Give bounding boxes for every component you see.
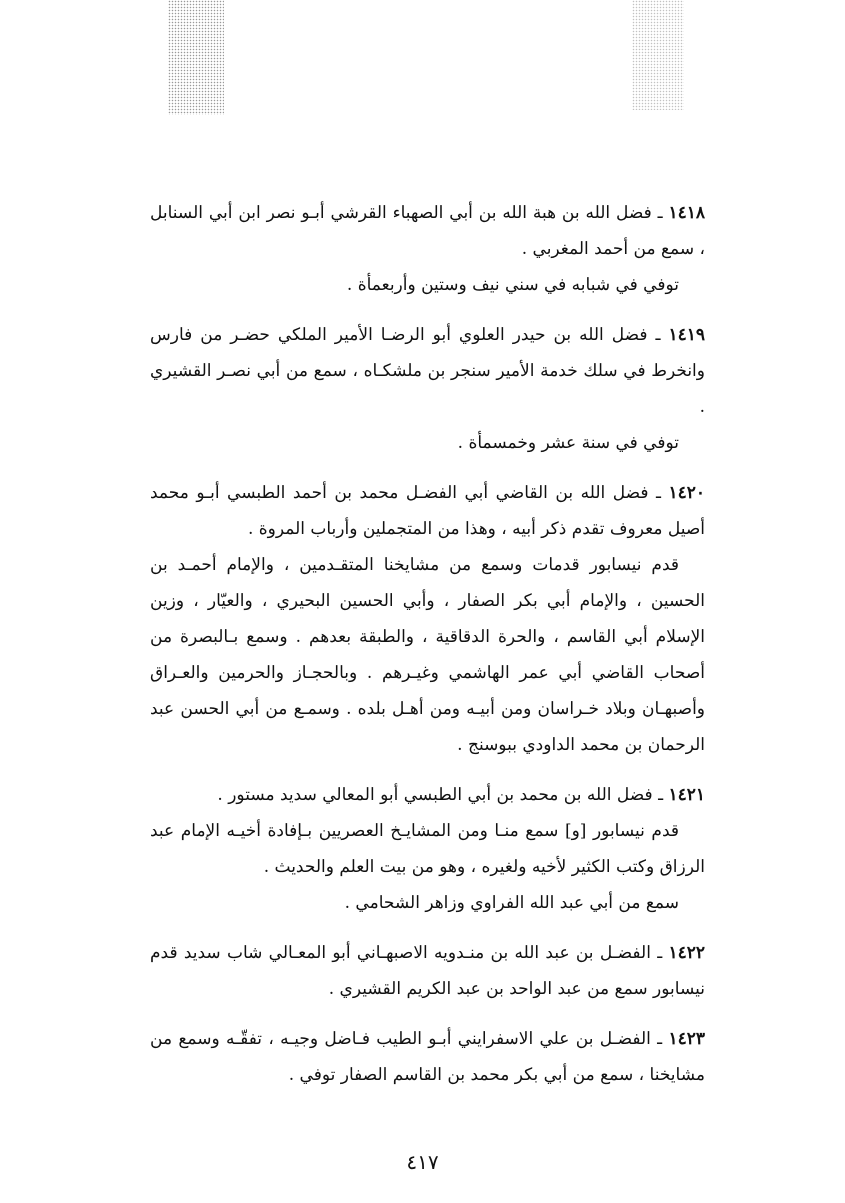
- entry-text: ـ فضل الله بن حيدر العلوي أبو الرضـا الأمير الملكي حضـر من فارس وانخرط في سلك خدمة الأمير سنجر بن ملشكـاه ، سمع من أبي نصـر القشيري .: [150, 325, 705, 417]
- entry-number: ١٤٢١: [668, 785, 705, 805]
- entry-paragraph: توفي في شبابه في سني نيف وستين وأربعمأة .: [346, 275, 679, 295]
- entry-paragraph: [150, 1021, 705, 1093]
- entry-1422: [150, 935, 705, 1007]
- entry-number: ١٤١٩: [668, 325, 705, 345]
- scan-noise-mark: [168, 0, 224, 115]
- entry-paragraph: [150, 475, 705, 547]
- entry-1419: [150, 317, 705, 461]
- entry-text: ـ فضل الله بن محمد بن أبي الطبسي أبو المعالي سديد مستور .: [217, 785, 664, 805]
- entry-text: ـ الفضـل بن علي الاسفرايني أبـو الطيب فـاضل وجيـه ، تفقّـه وسمع من مشايخنا ، سمع من أبي بكر محمد بن القاسم الصفار توفي .: [150, 1029, 705, 1085]
- entry-1418: [150, 195, 705, 303]
- entry-paragraph: [150, 935, 705, 1007]
- entry-text: ـ فضل الله بن القاضي أبي الفضـل محمد بن أحمد الطبسي أبـو محمد أصيل معروف تقدم ذكر أبيه ، وهذا من المتجملين وأرباب المروة .: [150, 483, 705, 539]
- entry-number: ١٤٢٢: [668, 943, 705, 963]
- entry-text: ـ الفضـل بن عبد الله بن منـدويه الاصبهـاني أبو المعـالي شاب سديد قدم نيسابور سمع من عبد الواحد بن عبد الكريم القشيري .: [150, 943, 705, 999]
- entry-1423: [150, 1021, 705, 1093]
- entry-paragraph: توفي في سنة عشر وخمسمأة .: [457, 433, 679, 453]
- entry-1420: [150, 475, 705, 763]
- entry-paragraph: [150, 195, 705, 267]
- scan-noise-mark: [632, 0, 684, 110]
- entry-number: ١٤٢٠: [668, 483, 706, 503]
- entry-number: ١٤٢٣: [668, 1029, 705, 1049]
- entry-paragraph: قدم نيسابور قدمات وسمع من مشايخنا المتقـدمين ، والإمام أحمـد بن الحسين ، والإمام أبي بكر الصفار ، وأبي الحسين البحيري ، والعيّار ، وزين الإسلام أبي القاسم ، والحرة الدقاقية ، والطبقة بعدهم . وسمع بـالبصرة من أصحاب القاضي أبي عمر الهاشمي وغيـرهم . وبالحجـاز والحرمين والعـراق وأصبهـان وبلاد خـراسان ومن أبيـه ومن أهـل بلده . وسمـع من أبي الحسن عبد الرحمان بن محمد الداودي ببوسنج .: [150, 555, 705, 755]
- entry-paragraph: قدم نيسابور [و] سمع منـا ومن المشايـخ العصريين بـإفادة أخيـه الإمام عبد الرزاق وكتب الكثير لأخيه ولغيره ، وهو من بيت العلم والحديث .: [150, 821, 705, 877]
- entry-paragraph: [150, 317, 705, 425]
- entry-paragraph: سمع من أبي عبد الله الفراوي وزاهر الشحامي .: [344, 893, 679, 913]
- page-number: ٤١٧: [406, 1150, 439, 1174]
- entry-text: ـ فضل الله بن هبة الله بن أبي الصهباء القرشي أبـو نصر ابن أبي السنابل ، سمع من أحمد المغربي .: [150, 203, 705, 259]
- entry-1421: [150, 777, 705, 921]
- entry-number: ١٤١٨: [668, 203, 705, 223]
- page-body: [150, 195, 705, 1107]
- entry-paragraph: [150, 777, 705, 813]
